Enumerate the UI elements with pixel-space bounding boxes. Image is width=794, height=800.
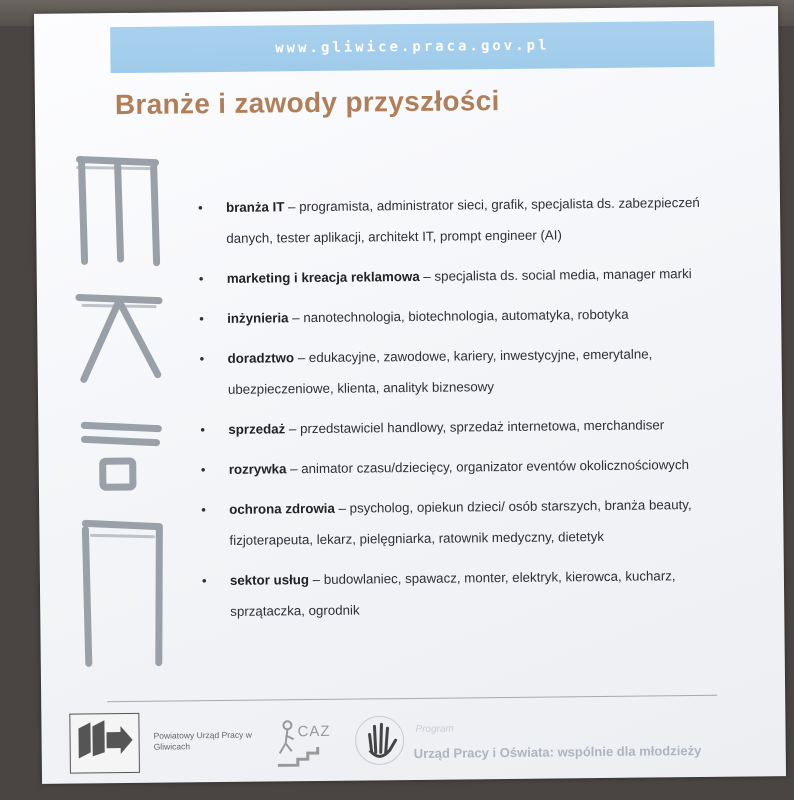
program-name: Urząd Pracy i Oświata: wspólnie dla młodzieży xyxy=(413,742,702,761)
url-text: www.gliwice.praca.gov.pl xyxy=(275,37,550,57)
list-item: • doradztwo – edukacyjne, zawodowe, kariery, inwestycyjne, emerytalne, ubezpieczeniowe, klienta, analityk biznesowy xyxy=(199,338,720,405)
list-item: • inżynieria – nanotechnologia, biotechnologia, automatyka, robotyka xyxy=(199,298,719,334)
caz-text: CAZ xyxy=(297,722,331,741)
like-lettering-art xyxy=(69,143,171,684)
office-name: Powiatowy Urząd Pracy w Gliwicach xyxy=(153,729,252,752)
list-item: • sektor usług – budowlaniec, spawacz, monter, elektryk, kierowca, kucharz, sprzątaczka, ogrodnik xyxy=(202,560,723,627)
projection-screen xyxy=(34,6,786,784)
url-banner xyxy=(110,21,714,73)
caz-stairs-icon xyxy=(273,717,350,770)
list-item: • branża IT – programista, administrator sieci, grafik, specjalista ds. zabezpieczeń danych, tester aplikacji, architekt IT, prompt engineer (AI) xyxy=(198,187,719,254)
list-item: • ochrona zdrowia – psycholog, opiekun dzieci/ osób starszych, branża beauty, fizjoterapeuta, lekarz, pielęgniarka, ratownik medyczny, dietetyk xyxy=(201,489,722,556)
program-label: Program xyxy=(415,723,454,735)
profession-list xyxy=(198,187,723,636)
footer-divider xyxy=(107,695,717,702)
list-item: • sprzedaż – przedstawiciel handlowy, sprzedaż internetowa, merchandiser xyxy=(200,409,720,445)
pup-logo-caption xyxy=(71,770,139,771)
pup-logo-icon xyxy=(69,713,140,774)
hand-icon xyxy=(353,712,406,769)
list-item: • marketing i kreacja reklamowa – specjalista ds. social media, manager marki xyxy=(199,258,719,294)
slide-title: Branże i zawody przyszłości xyxy=(114,85,500,121)
list-item: • rozrywka – animator czasu/dziecięcy, organizator eventów okolicznościowych xyxy=(201,449,721,485)
pup-logo-graphic xyxy=(70,714,139,765)
